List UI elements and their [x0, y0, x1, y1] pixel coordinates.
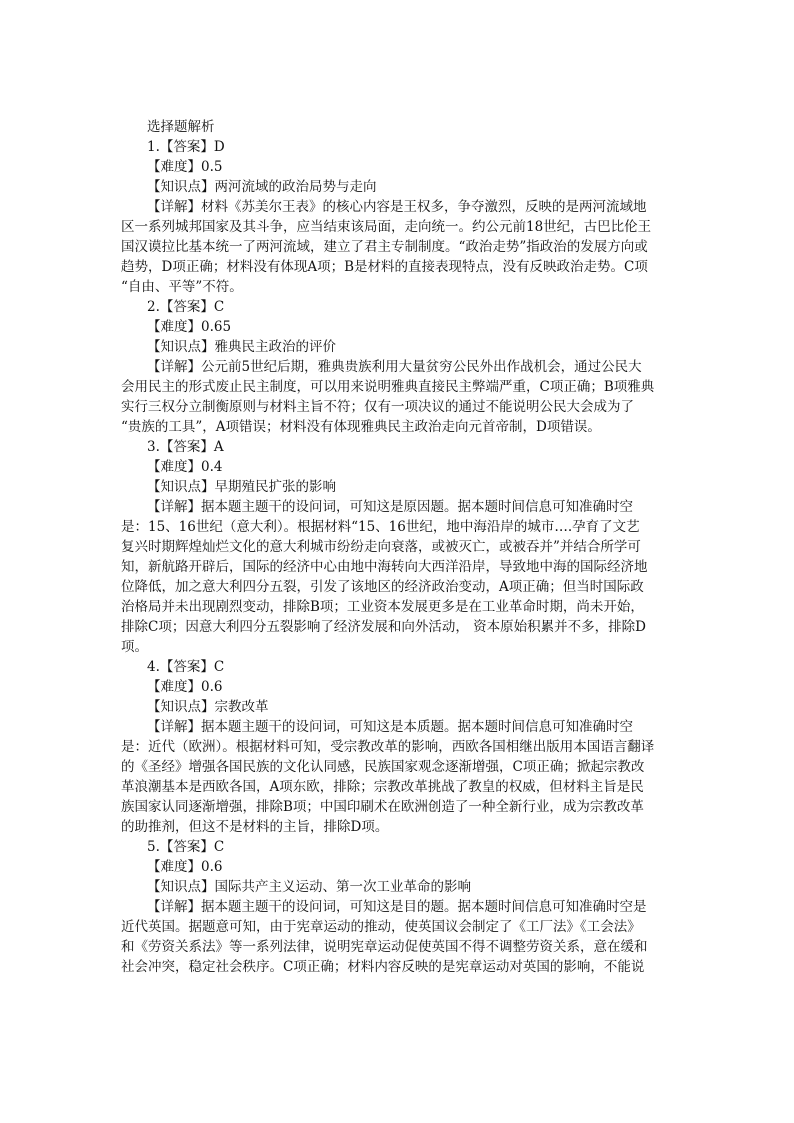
detail-line: 排除C项；因意大利四分五裂影响了经济发展和向外活动， 资本原始积累并不多，排除D [121, 619, 646, 635]
detail-line: 【详解】据本题主题干的设问词，可知这是目的题。据本题时间信息可知准确时空是 [147, 899, 647, 915]
answer-line: 1.【答案】D [147, 139, 225, 155]
detail-line: 会用民主的形式废止民主制度，可以用来说明雅典直接民主弊端严重，C项正确；B项雅典 [121, 379, 655, 395]
detail-line: 区一系列城邦国家及其斗争，应当结束该局面，走向统一。约公元前18世纪，古巴比伦王 [121, 219, 652, 235]
detail-paragraph [121, 357, 681, 437]
detail-paragraph [121, 717, 681, 837]
question-block [121, 297, 681, 437]
knowledge-point-line: 【知识点】早期殖民扩张的影响 [147, 479, 336, 495]
difficulty-line: 【难度】0.4 [147, 459, 223, 475]
detail-line: 复兴时期辉煌灿烂文化的意大利城市纷纷走向衰落，或被灭亡，或被吞并”并结合所学可 [121, 539, 641, 555]
answer-line: 2.【答案】C [147, 299, 225, 315]
detail-line: “贵族的工具”，A项错误；材料没有体现雅典民主政治走向元首帝制，D项错误。 [121, 419, 601, 435]
knowledge-point-line: 【知识点】雅典民主政治的评价 [147, 339, 336, 355]
detail-line: “自由、平等”不符。 [121, 279, 243, 295]
answer-line: 5.【答案】C [147, 839, 225, 855]
detail-line: 和《劳资关系法》等一系列法律，说明宪章运动促使英国不得不调整劳资关系，意在缓和 [121, 939, 648, 955]
detail-line: 的《圣经》增强各国民族的文化认同感，民族国家观念逐渐增强，C项正确；掀起宗教改 [121, 759, 645, 775]
detail-line: 趋势，D项正确；材料没有体现A项；B是材料的直接表现特点，没有反映政治走势。C项 [121, 259, 648, 275]
section-title: 选择题解析 [147, 119, 215, 135]
detail-line: 【详解】材料《苏美尔王表》的核心内容是王权多，争夺激烈，反映的是两河流域地 [147, 199, 647, 215]
detail-line: 是：近代（欧洲）。根据材料可知，受宗教改革的影响，西欧各国相继出版用本国语言翻译 [121, 739, 655, 755]
knowledge-point-line: 【知识点】宗教改革 [147, 699, 269, 715]
detail-line: 【详解】公元前5世纪后期，雅典贵族利用大量贫穷公民外出作战机会，通过公民大 [147, 359, 642, 375]
question-block [121, 657, 681, 837]
difficulty-line: 【难度】0.6 [147, 859, 223, 875]
detail-paragraph [121, 897, 681, 977]
difficulty-line: 【难度】0.6 [147, 679, 223, 695]
knowledge-point-line: 【知识点】两河流域的政治局势与走向 [147, 179, 377, 195]
detail-line: 【详解】据本题主题干的设问词，可知这是原因题。据本题时间信息可知准确时空 [147, 499, 633, 515]
difficulty-line: 【难度】0.65 [147, 319, 232, 335]
detail-line: 位降低，加之意大利四分五裂，引发了该地区的经济政治变动，A项正确；但当时国际政 [121, 579, 644, 595]
detail-line: 社会冲突，稳定社会秩序。C项正确；材料内容反映的是宪章运动对英国的影响，不能说 [121, 959, 645, 975]
detail-line: 治格局并未出现剧烈变动，排除B项；工业资本发展更多是在工业革命时期，尚未开始， [121, 599, 644, 615]
detail-line: 近代英国。据题意可知，由于宪章运动的推动，使英国议会制定了《工厂法》《工会法》 [121, 919, 641, 935]
detail-line: 【详解】据本题主题干的设问词，可知这是本质题。据本题时间信息可知准确时空 [147, 719, 633, 735]
answer-line: 3.【答案】A [147, 439, 224, 455]
detail-line: 知，新航路开辟后，国际的经济中心由地中海转向大西洋沿岸，导致地中海的国际经济地 [121, 559, 648, 575]
detail-line: 族国家认同逐渐增强，排除B项；中国印刷术在欧洲创造了一种全新行业，成为宗教改革 [121, 799, 644, 815]
answer-analysis-section [121, 117, 681, 977]
detail-line: 的助推剂，但这不是材料的主旨，排除D项。 [121, 819, 389, 835]
detail-line: 项。 [121, 639, 148, 655]
knowledge-point-line: 【知识点】国际共产主义运动、第一次工业革命的影响 [147, 879, 471, 895]
detail-line: 革浪潮基本是西欧各国，A项东欧，排除；宗教改革挑战了教皇的权威，但材料主旨是民 [121, 779, 644, 795]
difficulty-line: 【难度】0.5 [147, 159, 223, 175]
question-block [121, 437, 681, 657]
question-block [121, 837, 681, 977]
detail-line: 实行三权分立制衡原则与材料主旨不符；仅有一项决议的通过不能说明公民大会成为了 [121, 399, 634, 415]
detail-paragraph [121, 197, 681, 297]
answer-line: 4.【答案】C [147, 659, 225, 675]
detail-line: 是：15、16世纪（意大利）。根据材料“15、16世纪，地中海沿岸的城市….孕育了文艺 [121, 519, 640, 535]
detail-line: 国汉谟拉比基本统一了两河流域，建立了君主专制制度。“政治走势”指政治的发展方向或 [121, 239, 648, 255]
detail-paragraph [121, 497, 681, 657]
question-block [121, 137, 681, 297]
